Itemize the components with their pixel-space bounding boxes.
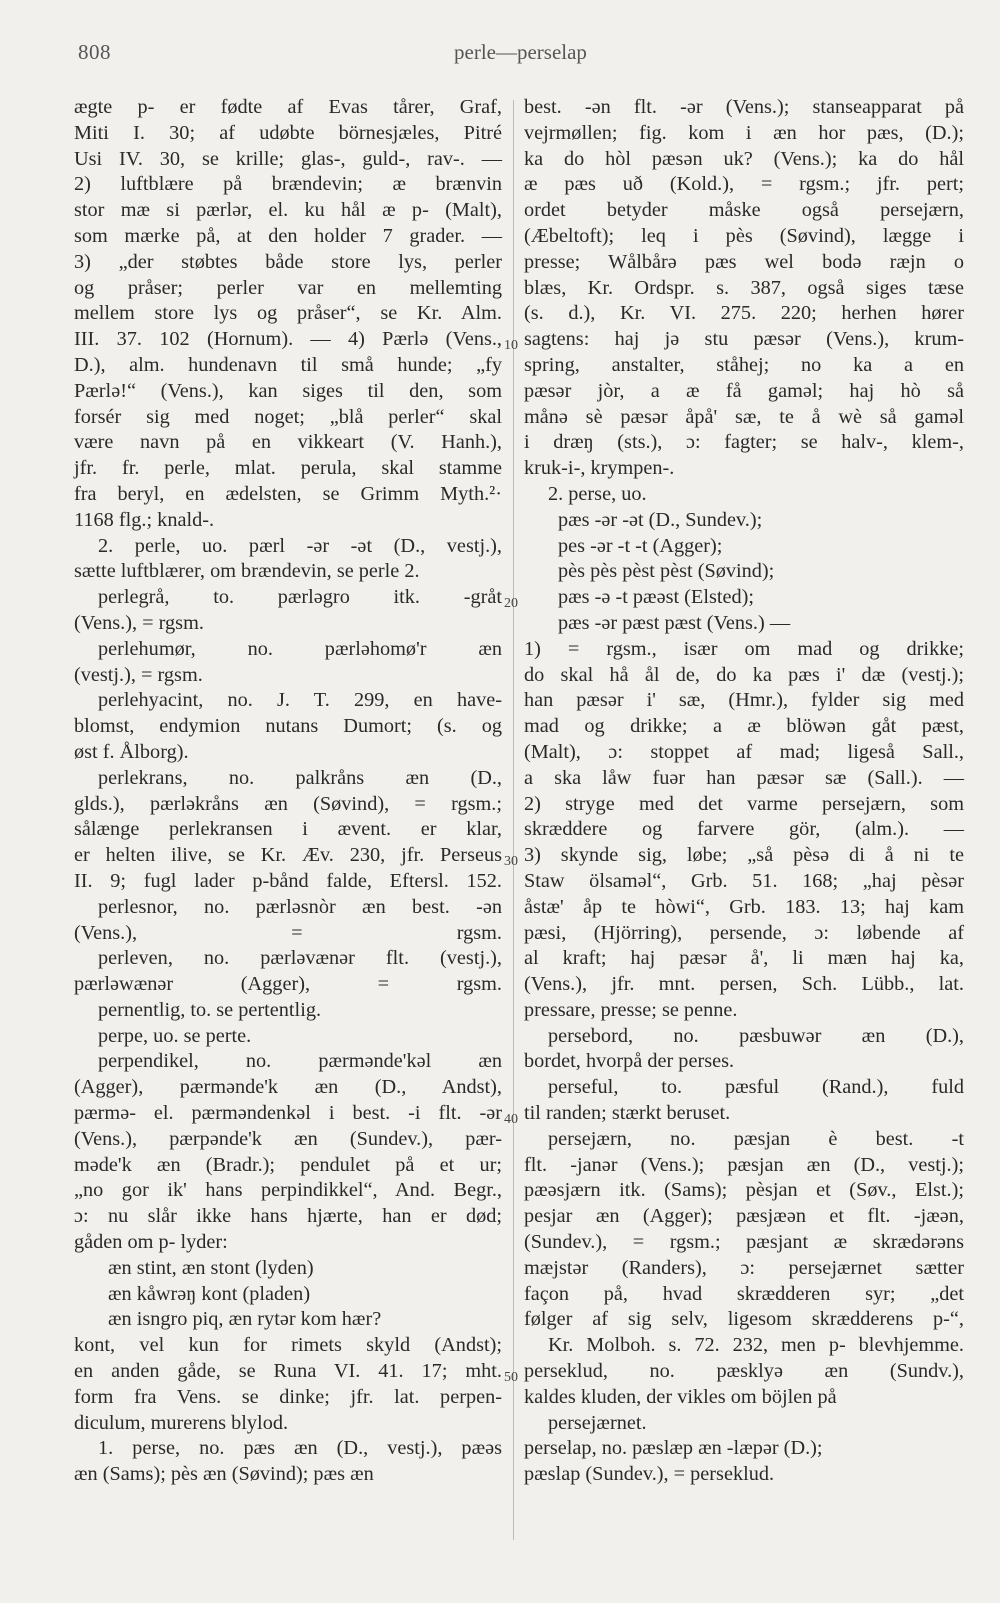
text-line: vejrmøllen; fig. kom i æn hor pæs, (D.); [524, 121, 964, 144]
text-line: (Sundev.), = rgsm.; pæsjant æ skrædərəns [524, 1231, 964, 1254]
text-line: perseful, to. pæsful (Rand.), fuld [548, 1076, 964, 1099]
text-line: pæs -ər -ət (D., Sundev.); [558, 508, 763, 531]
text-line: 2. perle, uo. pærl -ər -ət (D., vestj.), [98, 534, 502, 557]
text-line: fra beryl, en ædelsten, se Grimm Myth.²· [74, 482, 502, 505]
text-line: perpe, uo. se perte. [98, 1024, 252, 1047]
text-line: gåden om p- lyder: [74, 1231, 228, 1254]
text-line: 2) luftblære på brændevin; æ brænvin [74, 173, 502, 196]
text-line: pesjar æn (Agger); pæsjæən et flt. -jæən, [524, 1205, 964, 1228]
text-line: er helten ilive, se Kr. Æv. 230, jfr. Perseus [74, 844, 502, 867]
text-line: blomst, endymion nutans Dumort; (s. og [74, 715, 502, 738]
text-line: presse; Wålbårə pæs wel bodə ræjn o [524, 250, 964, 273]
text-line: III. 37. 102 (Hornum). — 4) Pærlə (Vens., [74, 328, 502, 351]
text-line: være navn på en vikkeart (V. Hanh.), [74, 431, 502, 454]
text-line: mæjstər (Randers), ɔ: persejærnet sætter [524, 1256, 964, 1279]
text-line: bordet, hvorpå der perses. [524, 1050, 735, 1073]
text-line: Miti I. 30; af udøbte börnesjæles, Pitré [74, 121, 502, 144]
text-line: (Vens.), = rgsm. [74, 611, 204, 634]
text-line: jfr. fr. perle, mlat. perula, skal stamme [74, 457, 502, 480]
text-line: æn isngro piq, æn rytər kom hær? [108, 1308, 382, 1331]
text-line: D.), alm. hundenavn til små hunde; „fy [74, 353, 502, 376]
text-line: pæs -ər pæst pæst (Vens.) — [558, 611, 791, 634]
text-line: 3) „der støbtes både store lys, perler [74, 250, 502, 273]
text-line: en anden gåde, se Runa VI. 41. 17; mht. [74, 1360, 502, 1383]
text-line: 1) = rgsm., især om mad og drikke; [524, 637, 964, 660]
column-divider [513, 100, 514, 1540]
text-line: til randen; stærkt beruset. [524, 1102, 731, 1125]
margin-line-number: 20 [504, 596, 518, 611]
text-line: məde'k æn (Bradr.); pendulet på et ur; [74, 1153, 502, 1176]
text-line: persebord, no. pæsbuwər æn (D.), [548, 1024, 964, 1047]
margin-line-number: 10 [504, 338, 518, 353]
text-line: persejærnet. [548, 1411, 647, 1434]
text-line: pæslap (Sundev.), = perseklud. [524, 1463, 775, 1486]
text-line: og pråser; perler var en mellemting [74, 276, 502, 299]
text-line: perlehyacint, no. J. T. 299, en have- [98, 689, 502, 712]
text-line: ordet betyder måske også persejærn, [524, 199, 964, 222]
text-line: perleven, no. pærləvænər flt. (vestj.), [98, 947, 502, 970]
text-line: (Æbeltoft); leq i pès (Søvind), lægge i [524, 224, 964, 247]
text-line: æn kåwrəŋ kont (pladen) [108, 1282, 311, 1305]
text-line: mad og drikke; a æ blöwən gåt pæst, [524, 715, 964, 738]
text-line: „no gor ik' hans perpindikkel“, And. Begr., [74, 1179, 502, 1202]
text-line: stor mæ si pærlər, el. ku hål æ p- (Malt), [74, 199, 502, 222]
text-line: ka do hòl pæsən uk? (Vens.); ka do hål [524, 147, 964, 170]
text-line: øst f. Ålborg). [74, 740, 189, 763]
text-line: flt. -janər (Vens.); pæsjan æn (D., vestj.); [524, 1153, 964, 1176]
text-line: perlesnor, no. pærləsnòr æn best. -ən [98, 895, 502, 918]
text-line: pès pès pèst pèst (Søvind); [558, 560, 775, 583]
text-line: a ska låw fuər han pæsər sæ (Sall.). — [524, 766, 964, 789]
text-line: II. 9; fugl lader p-bånd falde, Eftersl. 152. [74, 869, 502, 892]
text-line: pæs -ə -t pæəst (Elsted); [558, 586, 755, 609]
text-line: (Vens.), jfr. mnt. persen, Sch. Lübb., lat. [524, 973, 964, 996]
text-line: 1. perse, no. pæs æn (D., vestj.), pæəs [98, 1437, 502, 1460]
text-line: ɔ: nu slår ikke hans hjærte, han er død; [74, 1205, 502, 1228]
text-line: (Malt), ɔ: stoppet af mad; ligeså Sall., [524, 740, 964, 763]
text-line: kont, vel kun for rimets skyld (Andst); [74, 1334, 502, 1357]
text-line: pernentlig, to. se pertentlig. [98, 998, 322, 1021]
text-line: al kraft; haj pæsər å', li mæn haj ka, [524, 947, 964, 970]
text-line: 3) skynde sig, løbe; „så pèsə di å ni te [524, 844, 964, 867]
text-line: spring, anstalter, ståhej; no ka a en [524, 353, 964, 376]
text-line: mellem store lys og pråser“, se Kr. Alm. [74, 302, 502, 325]
text-line: sætte luftblærer, om brændevin, se perle 2. [74, 560, 420, 583]
text-line: Usi IV. 30, se krille; glas-, guld-, rav-. — [74, 147, 502, 170]
text-line: 1168 flg.; knald-. [74, 508, 215, 531]
text-line: perselap, no. pæslæp æn -læpər (D.); [524, 1437, 823, 1460]
text-line: han pæsər i' sæ, (Hmr.), fylder sig med [524, 689, 964, 712]
text-line: pæsi, (Hjörring), persende, ɔ: løbende af [524, 921, 964, 944]
text-line: pæəsjærn itk. (Sams); pèsjan et (Søv., Elst.); [524, 1179, 964, 1202]
text-line: Pærlə!“ (Vens.), kan siges til den, som [74, 379, 502, 402]
left-text-column [74, 95, 502, 1488]
running-title: perle—perselap [454, 40, 587, 64]
text-line: pes -ər -t -t (Agger); [558, 534, 723, 557]
text-line: (s. d.), Kr. VI. 275. 220; herhen hører [524, 302, 964, 325]
text-line: kruk-i-, krympen-. [524, 457, 675, 480]
text-line: diculum, murerens blylod. [74, 1411, 289, 1434]
text-line: sagtens: haj jə stu pæsər (Vens.), krum- [524, 328, 964, 351]
text-line: pæsər jòr, a æ få gaməl; haj hò så [524, 379, 964, 402]
text-line: (Vens.), = rgsm. [74, 921, 502, 944]
text-line: pærmə- el. pærməndenkəl i best. -i flt. -ər [74, 1102, 502, 1125]
text-line: forsér sig med noget; „blå perler“ skal [74, 405, 502, 428]
text-line: (Agger), pærmənde'k æn (D., Andst), [74, 1076, 502, 1099]
text-line: i dræŋ (sts.), ɔ: fagter; se halv-, klem-, [524, 431, 964, 454]
text-line: (vestj.), = rgsm. [74, 663, 203, 686]
text-line: følger af sig selv, ligesom skrædderens p-“, [524, 1308, 964, 1331]
text-line: æn (Sams); pès æn (Søvind); pæs æn [74, 1463, 374, 1486]
text-line: 2) stryge med det varme persejærn, som [524, 792, 964, 815]
margin-line-number: 40 [504, 1112, 518, 1127]
text-line: perseklud, no. pæsklyə æn (Sundv.), [524, 1360, 964, 1383]
text-line: glds.), pærləkråns æn (Søvind), = rgsm.; [74, 792, 502, 815]
text-line: åstæ' åp te hòwi“, Grb. 183. 13; haj kam [524, 895, 964, 918]
text-line: do skal hå ål de, do ka pæs i' dæ (vestj.); [524, 663, 964, 686]
text-line: persejærn, no. pæsjan è best. -t [548, 1127, 964, 1150]
right-text-column [524, 95, 964, 1488]
page-number: 808 [78, 40, 111, 64]
text-line: æ pæs uð (Kold.), = rgsm.; jfr. pert; [524, 173, 964, 196]
text-line: Kr. Molboh. s. 72. 232, men p- blevhjemme. [548, 1334, 964, 1357]
text-line: Staw ölsaməl“, Grb. 51. 168; „haj pèsər [524, 869, 964, 892]
text-line: perlehumør, no. pærləhomø'r æn [98, 637, 502, 660]
margin-line-number: 30 [504, 854, 518, 869]
text-line: perlekrans, no. palkråns æn (D., [98, 766, 502, 789]
text-line: månə sè pæsər åpå' sæ, te å wè så gaməl [524, 405, 964, 428]
text-line: pressare, presse; se penne. [524, 998, 738, 1021]
text-line: perpendikel, no. pærmənde'kəl æn [98, 1050, 502, 1073]
margin-line-number: 50 [504, 1370, 518, 1385]
text-line: ægte p- er fødte af Evas tårer, Graf, [74, 96, 502, 118]
text-line: sålænge perlekransen i ævent. er klar, [74, 818, 502, 841]
text-line: perlegrå, to. pærləgro itk. -gråt [98, 586, 502, 609]
text-line: kaldes kluden, der vikles om böjlen på [524, 1385, 837, 1408]
text-line: form fra Vens. se dinke; jfr. lat. perpen- [74, 1385, 502, 1408]
text-line: best. -ən flt. -ər (Vens.); stanseapparat på [524, 96, 964, 118]
text-line: (Vens.), pærpənde'k æn (Sundev.), pær- [74, 1127, 502, 1150]
text-line: skræddere og farvere gör, (alm.). — [524, 818, 964, 841]
text-line: æn stint, æn stont (lyden) [108, 1256, 314, 1279]
text-line: som mærke på, at den holder 7 grader. — [74, 224, 502, 247]
text-line: pærləwænər (Agger), = rgsm. [74, 973, 502, 996]
text-line: blæs, Kr. Ordspr. s. 387, også siges tæse [524, 276, 964, 299]
text-line: 2. perse, uo. [548, 482, 647, 505]
text-line: façon på, hvad skrædderen syr; „det [524, 1282, 964, 1305]
